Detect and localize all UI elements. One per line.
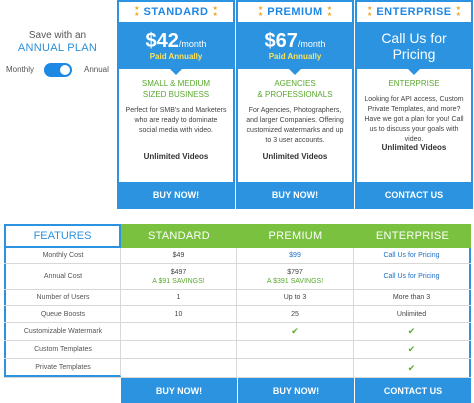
enterprise-value: Unlimited <box>354 306 471 322</box>
monthly-label[interactable]: Monthly <box>6 65 35 74</box>
feature-name: Annual Cost <box>4 264 121 289</box>
save-text: Save with an <box>28 30 87 41</box>
premium-price: $797 <box>287 268 303 276</box>
standard-value <box>121 359 237 377</box>
premium-value: $99 <box>237 248 354 263</box>
card-title: ENTERPRISE <box>376 6 452 18</box>
segment <box>357 78 471 89</box>
segment-line: SMALL & MEDIUM <box>141 79 211 88</box>
feature-name: Queue Boosts <box>4 306 121 322</box>
table-row <box>4 290 471 306</box>
premium-value <box>237 359 354 377</box>
column-header-standard: STANDARD <box>121 224 237 248</box>
annual-plan-text: ANNUAL PLAN <box>17 42 98 54</box>
feature-name: Monthly Cost <box>4 248 121 263</box>
feature-name: Private Templates <box>4 359 121 377</box>
table-buy-now-button-premium[interactable]: BUY NOW! <box>238 378 354 403</box>
videos-feature: Unlimited Videos <box>381 143 447 152</box>
standard-value: $49 <box>121 248 237 263</box>
table-row <box>4 323 471 341</box>
card-header <box>119 2 233 22</box>
plan-card-premium <box>236 0 354 209</box>
plan-card-standard <box>117 0 235 209</box>
plan-description: Looking for API access, Custom Private Templates, and more? Have we got a plan for you! Call us to discuss your goals with video. <box>364 96 464 143</box>
plan-description: Perfect for SMB's and Marketers who are ready to dominate social media with video. <box>125 107 227 134</box>
check-icon: ✔ <box>354 323 471 340</box>
price-period: /month <box>297 39 326 49</box>
call-for-pricing <box>357 30 471 62</box>
table-row <box>4 359 471 378</box>
feature-table <box>4 224 471 403</box>
premium-value: Up to 3 <box>237 290 354 305</box>
switch-knob <box>60 65 70 75</box>
plan-card-enterprise <box>355 0 473 209</box>
premium-value: 25 <box>237 306 354 322</box>
premium-value <box>237 264 354 289</box>
premium-savings: A $391 SAVINGS! <box>266 277 324 285</box>
billing-switch[interactable] <box>44 63 72 77</box>
annual-label[interactable]: Annual <box>84 65 109 74</box>
card-title: STANDARD <box>143 6 209 18</box>
segment-line: & PROFESSIONALS <box>257 90 333 99</box>
table-row <box>4 341 471 359</box>
videos-feature: Unlimited Videos <box>262 152 328 161</box>
price-band <box>357 22 471 69</box>
segment <box>238 78 352 100</box>
feature-name: Customizable Watermark <box>4 323 121 340</box>
table-row <box>4 264 471 290</box>
star-icon: ★ ★ <box>455 6 462 18</box>
enterprise-value[interactable]: Call Us for Pricing <box>354 264 471 289</box>
feature-name: Custom Templates <box>4 341 121 358</box>
call-line: Call Us for <box>381 30 447 46</box>
contact-us-button[interactable]: CONTACT US <box>357 182 471 207</box>
standard-value <box>121 341 237 358</box>
billing-note: Paid Annually <box>268 52 322 61</box>
card-header <box>357 2 471 22</box>
table-buy-now-button-standard[interactable]: BUY NOW! <box>121 378 237 403</box>
pointer-arrow <box>289 69 301 75</box>
standard-value <box>121 264 237 289</box>
star-icon: ★ ★ <box>257 6 264 18</box>
standard-value: 1 <box>121 290 237 305</box>
feature-name: Number of Users <box>4 290 121 305</box>
card-title: PREMIUM <box>267 6 323 18</box>
billing-note: Paid Annually <box>149 52 203 61</box>
enterprise-value: More than 3 <box>354 290 471 305</box>
buy-now-button[interactable]: BUY NOW! <box>119 182 233 207</box>
enterprise-value[interactable]: Call Us for Pricing <box>354 248 471 263</box>
pointer-arrow <box>408 69 420 75</box>
billing-toggle-area <box>0 0 115 130</box>
standard-savings: A $91 SAVINGS! <box>152 277 205 285</box>
column-header-premium: PREMIUM <box>237 224 354 248</box>
star-icon: ★ ★ <box>326 6 333 18</box>
plan-description: For Agencies, Photographers, and larger Companies. Offering customized watermarks and up to 3 user accounts. <box>246 107 344 144</box>
price: $67 <box>264 30 298 52</box>
table-contact-us-button[interactable]: CONTACT US <box>355 378 471 403</box>
star-icon: ★ ★ <box>134 6 140 18</box>
call-line: Pricing <box>392 46 436 62</box>
check-icon: ✔ <box>354 359 471 377</box>
card-header <box>238 2 352 22</box>
standard-value <box>121 323 237 340</box>
standard-price: $497 <box>170 268 187 276</box>
segment-line: SIZED BUSINESS <box>142 90 210 99</box>
standard-value: 10 <box>121 306 237 322</box>
price-band <box>238 22 352 69</box>
table-row <box>4 306 471 323</box>
segment <box>119 78 233 100</box>
price-period: /month <box>178 39 207 49</box>
features-header: FEATURES <box>4 224 121 248</box>
check-icon: ✔ <box>237 323 354 340</box>
premium-value <box>237 341 354 358</box>
videos-feature: Unlimited Videos <box>143 152 209 161</box>
price: $42 <box>145 30 179 52</box>
star-icon: ★ ★ <box>212 6 218 18</box>
table-row <box>4 248 471 264</box>
pointer-arrow <box>170 69 182 75</box>
buy-now-button[interactable]: BUY NOW! <box>238 182 352 207</box>
segment-line: AGENCIES <box>274 79 316 88</box>
star-icon: ★ ★ <box>366 6 373 18</box>
check-icon: ✔ <box>354 341 471 358</box>
segment-line: ENTERPRISE <box>388 79 440 88</box>
price-band <box>119 22 233 69</box>
column-header-enterprise: ENTERPRISE <box>354 224 471 248</box>
